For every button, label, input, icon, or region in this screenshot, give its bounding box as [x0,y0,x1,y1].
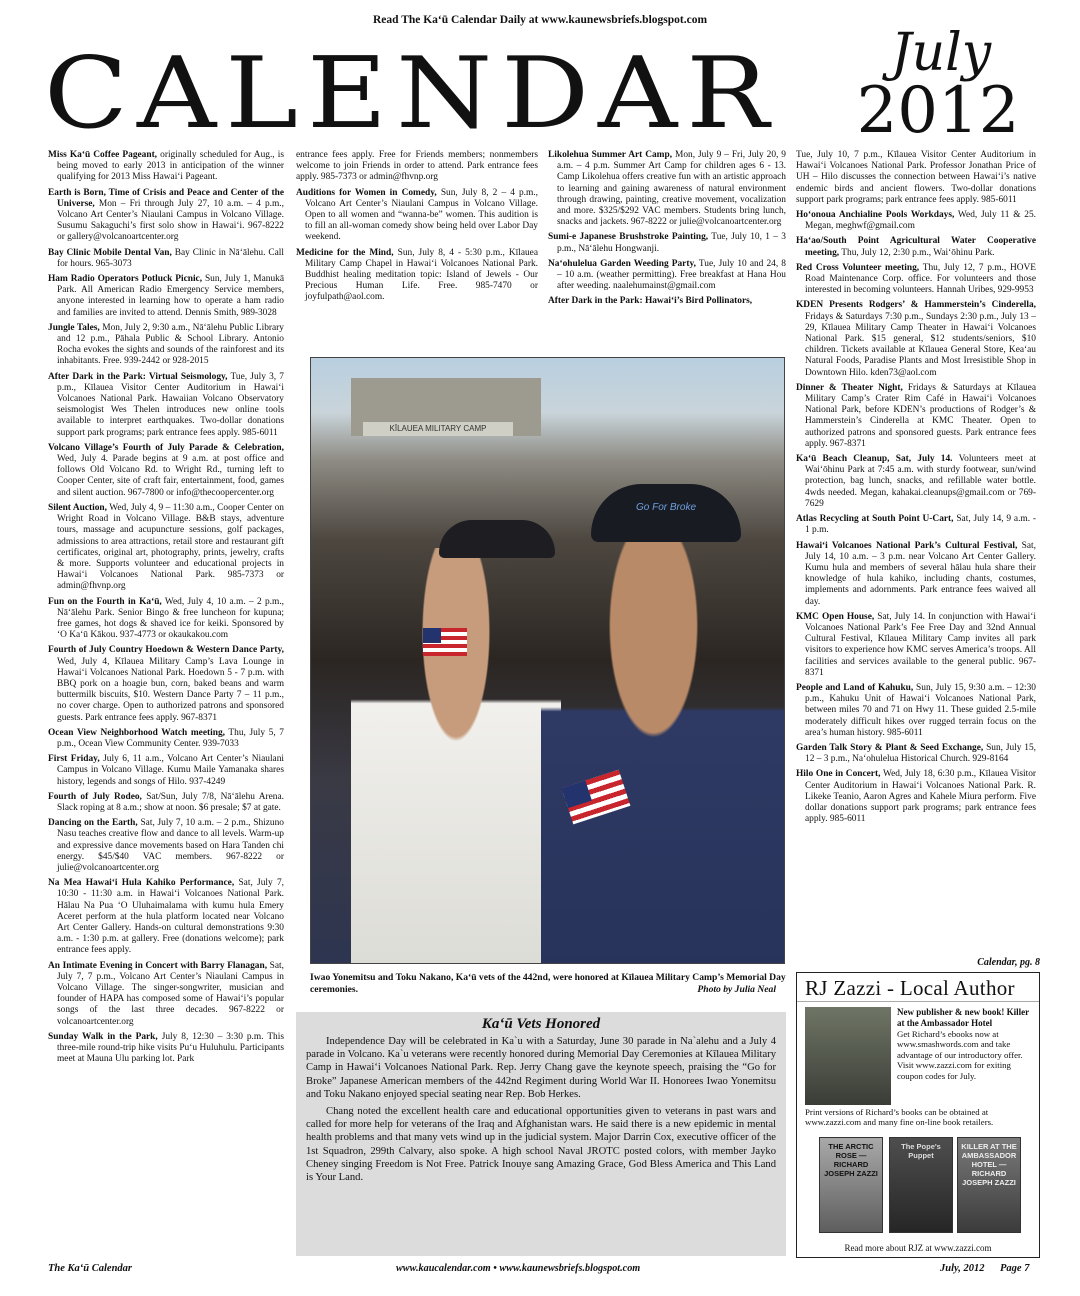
calendar-entry [48,443,284,499]
entry-heading: Na‘ohulelua Garden Weeding Party, [548,258,696,269]
photo-credit: Photo by Julia Neal [697,983,776,995]
entry-heading: Miss Ka‘ū Coffee Pageant, [48,150,158,160]
calendar-entry [48,728,284,750]
entry-details: Sat, July 14, 10 a.m. – 3 p.m. near Volcano Art Center Gallery. Kumu hula and members of several hālau hula share their knowledge of hula kahiko, including chants, costumes, implements and adornments. Park entrance fees waived all day. [805,540,1036,607]
calendar-entry [48,372,284,439]
entry-details: entrance fees apply. Free for Friends members; nonmembers welcome to join Friends in order to attend. Park entrance fees apply. 985-7373 or admin@fhvnp.org [296,150,538,183]
entry-details: Sun, July 1, Manukā Park. All American Radio Emergency Service members, anyone interested in learning how to operate a ham radio and families are invited to attend. Dennis Smith, 989-3028 [57,274,284,318]
veteran-left [351,548,561,964]
entry-details: Tue, July 3, 7 p.m., Kīlauea Visitor Center Auditorium in Hawai‘i Volcanoes National Park. Hawaiian Volcano Observatory seismologist Wes Thelen introduces new online tools available to interpret earthquakes. Two-dollar donations support park programs; park entrance fees apply. 985-6011 [57,371,284,438]
entry-heading: Likolehua Summer Art Camp, [548,150,673,160]
footer-date: July, 2012 [940,1263,985,1274]
ad-body: Get Richard’s ebooks now at www.smashwords.com and take advantage of our introductory offer. Visit www.zazzi.com for exiting coupon codes for July. [897,1029,1023,1081]
caption-text: Iwao Yonemitsu and Toku Nakano, Ka‘ū vets of the 442nd, were honored at Kīlauea Military Camp’s Memorial Day ceremonies. [310,972,786,995]
author-photo [805,1007,891,1105]
calendar-entry [796,263,1036,297]
footer-page-number: Page 7 [1000,1263,1030,1274]
entry-details: Tue, July 10, 1 – 3 p.m., Nā‘ālehu Hongwanji. [557,232,786,254]
footer-publication: The Ka‘ū Calendar [48,1263,133,1274]
entry-details: originally scheduled for Aug., is being moved to early 2013 in anticipation of the winner qualifying for 2013 Miss Hawai‘i Pageant. [57,150,284,183]
entry-details: Wed, July 4, Kīlauea Military Camp’s Lava Lounge in Hawai‘i Volcanoes National Park. Hoedown 5 - 7 p.m. with BBQ pork on a hoagie bun, corn, baked beans and warm buttermilk biscuits, $10. Western Dance Party 7 – 11 p.m., no cover charge. Open to authorized patrons and sponsored guests. Park entrance fees apply. 967-8371 [57,656,284,723]
entry-heading: Sumi-e Japanese Brushstroke Painting, [548,232,709,243]
calendar-entry [296,150,538,184]
calendar-entry [796,300,1036,378]
entry-heading: Volcano Village’s Fourth of July Parade & Celebration, [48,442,284,453]
ad-footer: Read more about RJZ at www.zazzi.com [844,1243,992,1253]
entry-heading: First Friday, [48,754,100,765]
entry-details: Tue, July 10 and 24, 8 – 10 a.m. (weather permitting). Free breakfast at Hana Hou after weeding. naalehumainst@gmail.com [557,258,786,292]
entry-details: July 6, 11 a.m., Volcano Art Center’s Niaulani Campus in Volcano Village. Kumu Maile Yamanaka shares history, legends and songs of Hilo. 937-4249 [57,754,285,787]
cap-right: Go For Broke [591,484,741,542]
cap-left [439,520,555,558]
calendar-entry [548,259,786,293]
calendar-entry [48,248,284,270]
calendar-entry [796,683,1036,739]
entry-details: July 8, 12:30 – 3:30 p.m. This three-mile round-trip hike visits Pu‘u Huluhulu. Participants meet at Mauna Ulu parking lot. Park [57,1031,284,1065]
calendar-entry [548,232,786,254]
entry-details: Mon, July 9 – Fri, July 20, 9 a.m. – 4 p.m. Summer Art Camp for children ages 6 - 13. Camp Likolehua offers creative fun with an artistic approach to learning and gaining awareness of natural environment through drawing, painting, creative movement, vocalization and more. $325/$292 VAC members. Students bring lunch, snacks and jackets. 967-8222 or julie@volcanoartcenter.org [557,150,786,228]
entry-heading: An Intimate Evening in Concert with Barry Flanagan, [48,960,268,971]
entry-details: Sun, July 8, 4 - 5:30 p.m., Kīlauea Military Camp Chapel in Hawai‘i Volcanoes National Park. Buddhist healing meditation topic: Island of Jewels - Our Precious Human Life. Free. 985-7470 or joyfulpath@aol.com. [305,247,539,303]
camp-sign: KĪLAUEA MILITARY CAMP [363,422,513,436]
masthead-month: July [890,23,992,83]
continued-text: Calendar, pg. 8 [977,957,1040,968]
calendar-entry [796,514,1036,536]
calendar-entry [48,878,284,956]
story-box [296,1012,786,1256]
calendar-entry [48,792,284,814]
calendar-entry [796,454,1036,510]
veterans-photo [310,357,785,964]
entry-heading: Auditions for Women in Comedy, [296,187,437,198]
footer-urls: www.kaucalendar.com • www.kaunewsbriefs.blogspot.com [396,1263,641,1274]
entry-details: Wed, July 4, 9 – 11:30 a.m., Cooper Center on Wright Road in Volcano Village. B&B stays, adventure tours, massage and acupuncture sessions, golf packages, admissions to area attractions, retail store and restaurant gift certificates, original art, photography, prints, jewelry, crafts & more. Supports volunteer and educational projects in Hawai‘i Volcanoes National Park. 985-7373 or admin@fhvnp.org [57,502,284,592]
entry-details: Wed, July 18, 6:30 p.m., Kīlauea Visitor Center Auditorium in Hawai‘i Volcanoes National Park. R. Likeke Teanio, Aaron Agres and Kahele Miura perform. Five dollar donations support park programs; park entrance fees apply. 985-6011 [805,769,1037,825]
calendar-entry [48,150,284,184]
entry-heading: Ham Radio Operators Potluck Picnic, [48,274,203,285]
calendar-entry [796,210,1036,232]
entry-details: Mon, July 2, 9:30 a.m., Nā‘ālehu Public Library and 12 p.m., Pāhala Public & School Library. Antonio Rocha evokes the sights and sounds of the rainforest and its inhabitants. Free. 939-2442 or 928-2015 [57,322,284,367]
calendar-entry [796,743,1036,765]
calendar-entry [796,769,1036,825]
entry-details: Fridays & Saturdays 7:30 p.m., Sundays 2:30 p.m., July 13 – 29, Kīlauea Military Camp Theater in Hawai‘i Volcanoes National Park. $15 general, $12 students/seniors, $10 children. Tickets available at Kīlauea General Store, Kea‘au Natural Foods, Paradise Plants and Most Irresistible Shop in Downtown Hilo. kden73@aol.com [805,311,1036,378]
calendar-column-3 [548,150,786,312]
photo-caption [310,972,788,995]
entry-details: Wed, July 4. Parade begins at 9 a.m. at post office and follows Old Volcano Rd. to Wright Rd., turning left to Cooper Center, site of craft fair, entertainment, food, games and silent auction. 967-7800 or info@thecoopercenter.org [57,454,284,498]
calendar-entry [796,150,1036,206]
book-cover-popes-puppet: The Pope's Puppet [889,1137,953,1233]
calendar-entry [48,645,284,723]
entry-details: Sat, July 7, 10 a.m. – 2 p.m., Shizuno Nasu teaches creative flow and dance to all levels. Warm-up and expressive dance movements based on Hara Tanden chi energy. $45/$40 VAC members. 967-8222 or julie@volcanoartcenter.org [57,818,284,873]
entry-details: Sat, July 7, 7 p.m., Volcano Art Center’s Niaulani Campus in Volcano Village. The singer-songwriter, musician and founder of HAPA has composed some of Hawai‘i’s popular songs of the last three decades. 967-8222 or volcanoartcenter.org [57,960,284,1027]
entry-heading: Fun on the Fourth in Ka‘ū, [48,596,162,607]
story-title: Ka‘ū Vets Honored [481,1016,601,1032]
entry-heading: Garden Talk Story & Plant & Seed Exchange, [796,742,984,753]
entry-heading: KDEN Presents Rodgers’ & Hammerstein’s Cinderella, [796,300,1036,311]
entry-heading: Hawai‘i Volcanoes National Park’s Cultural Festival, [796,540,1018,551]
calendar-entry [48,597,284,642]
entry-details: Thu, July 12, 2:30 p.m., Wai‘ōhinu Park. [839,247,995,258]
calendar-entry [796,612,1036,679]
entry-details: Thu, July 5, 7 p.m., Ocean View Community Center. 939-7033 [57,727,284,749]
story-paragraph: Independence Day will be celebrated in Ka`u with a Saturday, June 30 parade in Na`alehu and a July 4 parade in Volcano. Ka`u veterans were recently honored during Memorial Day Ceremonies at Kīlauea Military Camp in Hawai‘i Volcanoes National Park. Rep. Jerry Chang gave the keynote speech, praising the “Go for Broke” Japanese American members of the 442nd Regiment during World War II. Honorees Iwao Yonemitsu and Toku Nakano enjoyed special seating near Rep. Bob Herkes. [306,1036,776,1100]
entry-details: Sun, July 15, 9:30 a.m. – 12:30 p.m., Kahuku Unit of Hawai‘i Volcanoes National Park, between miles 70 and 71 on Hwy 11. These guided 2.5-mile moderately difficult hikes over rugged terrain focus on the area’s human history. 985-6011 [805,682,1036,738]
calendar-entry [548,150,786,228]
entry-details: Sat, July 14, 9 a.m. - 1 p.m. [805,514,1037,536]
entry-heading: Medicine for the Mind, [296,247,394,258]
author-advertisement [796,972,1040,1258]
calendar-column-2 [296,150,538,308]
entry-details: Wed, July 4, 10 a.m. – 2 p.m., Nā‘ālehu Park. Senior Bingo & free luncheon for kupuna; free games, hot dogs & shaved ice for keiki. Sponsored by ‘O Ka‘ū Kākou. 937-4773 or okaukakou.com [57,596,285,641]
ad-lead: New publisher & new book! Killer at the Ambassador Hotel [897,1007,1029,1028]
entry-heading: Silent Auction, [48,502,107,513]
top-banner: Read The Ka‘ū Calendar Daily at www.kaunewsbriefs.blogspot.com [372,14,708,26]
entry-details: Sat/Sun, July 7/8, Nā‘ālehu Arena. Slack roping at 8 a.m.; show at noon. $6 presale; $7 at gate. [57,791,284,813]
entry-details: Volunteers meet at Wai‘ōhinu Park at 7:45 a.m. with sturdy footwear, sun/wind protection, bag lunch, snacks, and refillable water bottle. 4wds needed. Megan, kahakai.cleanups@gmail.com or 769-7629 [805,454,1036,509]
entry-heading: People and Land of Kahuku, [796,682,914,693]
entry-details: Sat, July 14. In conjunction with Hawai‘i Volcanoes National Park’s Fee Free Day and 32nd Annual Cultural Festival, Kīlauea Military Camp invites all park visitors to experience how KMC serves America’s troops. All facilities and services available to the general public. 967-8371 [805,611,1036,678]
entry-details: Sun, July 8, 2 – 4 p.m., Volcano Art Center’s Niaulani Campus in Volcano Village. Open to all women and “wanna-be” women. This audition is to fill an all-woman comedy show being held over Labor Day weekend. [305,187,538,243]
calendar-column-1 [48,150,284,1069]
entry-heading: Ha‘ao/South Point Agricultural Water Cooperative meeting, [796,236,1036,258]
entry-details: Bay Clinic in Nā‘ālehu. Call for hours. 965-3073 [57,247,284,269]
calendar-entry [48,1032,284,1066]
calendar-entry [548,296,786,307]
entry-details: Wed, July 11 & 25. Megan, meghwf@gmail.com [805,210,1036,232]
ad-title: RJ Zazzi - Local Author [797,973,1039,1002]
entry-heading: Bay Clinic Mobile Dental Van, [48,247,172,258]
entry-details: Sun, July 15, 12 – 3 p.m., Na‘ohulelua Historical Church. 929-8164 [805,742,1037,765]
calendar-column-4 [796,150,1036,829]
calendar-entry [48,188,284,244]
entry-heading: Dinner & Theater Night, [796,382,903,393]
entry-heading: KMC Open House, [796,611,875,622]
masthead-title: CALENDAR [44,37,778,151]
entry-heading: Red Cross Volunteer meeting, [796,262,920,273]
veteran-right [541,518,785,964]
calendar-entry [48,274,284,319]
entry-heading: After Dark in the Park: Hawai‘i’s Bird Pollinators, [548,296,753,307]
entry-heading: Jungle Tales, [48,322,100,333]
entry-heading: Fourth of July Rodeo, [48,791,142,802]
entry-heading: Fourth of July Country Hoedown & Western Dance Party, [48,645,284,656]
ad-print-note: Print versions of Richard’s books can be obtained at www.zazzi.com and many fine on-line book retailers. [805,1107,994,1128]
calendar-entry [48,961,284,1028]
calendar-entry [796,383,1036,450]
entry-heading: Sunday Walk in the Park, [48,1031,158,1042]
calendar-entry [796,541,1036,608]
entry-heading: After Dark in the Park: Virtual Seismology, [48,371,228,382]
entry-heading: Ocean View Neighborhood Watch meeting, [48,727,225,738]
calendar-entry [48,818,284,874]
book-cover-arctic-rose: THE ARCTIC ROSE — RICHARD JOSEPH ZAZZI [819,1137,883,1233]
entry-details: Thu, July 12, 7 p.m., HOVE Road Maintenance Corp. office. For volunteers and those interested in becoming volunteers. Hannah Uribes, 929-9953 [805,262,1036,296]
entry-details: Sat, July 7, 10:30 - 11:30 a.m. in Hawai‘i Volcanoes National Park. Hālau Na Pua ‘O Uluhaimalama with kumu hula Emery Aceret perform at the hula platform located near Volcano Art Center Gallery. Hands-on cultural demonstrations 9:30 a.m. - 1:30 p.m. at gallery. Free (donations welcome); park entrance fees apply. [57,878,284,956]
entry-heading: Dancing on the Earth, [48,818,138,829]
book-cover-killer: KILLER AT THE AMBASSADOR HOTEL — RICHARD JOSEPH ZAZZI [957,1137,1021,1233]
entry-heading: Ho‘onoua Anchialine Pools Workdays, [796,210,955,221]
entry-details: Mon – Fri through July 27, 10 a.m. – 4 p.m., Volcano Art Center’s Niaulani Campus in Volcano Village. Susumu Sakaguchi’s first solo show in Hawai‘i. 967-8222 or gallery@volcanoartcenter.org [57,198,284,243]
calendar-entry [296,248,538,304]
calendar-entry [48,323,284,368]
calendar-entry [796,236,1036,258]
story-paragraph: Chang noted the excellent health care and educational opportunities given to veterans in past wars and called for more help for veterans of the Iraq and Afghanistan wars. He said there is a new epidemic in mental health problems and that many vets wind up in the judicial system. Major Darrin Cox, executive officer of the 1st Squadron, 299th Calvary, also spoke. A high school Naval JROTC posted colors, with member Jayko Cheney singing Freedom is Not Free. Patrick Inouye sang Amazing Grace, God Bless America and This Land is Your Land. [306,1106,776,1184]
entry-heading: Atlas Recycling at South Point U-Cart, [796,514,954,525]
entry-heading: Ka‘ū Beach Cleanup, Sat, July 14. [796,454,953,465]
calendar-entry [296,188,538,244]
masthead-year: 2012 [856,74,1020,148]
entry-heading: Na Mea Hawai‘i Hula Kahiko Performance, [48,878,235,889]
entry-heading: Hilo One in Concert, [796,769,881,780]
flag-icon [423,628,467,656]
calendar-entry [48,503,284,593]
entry-heading: Earth is Born, Time of Crisis and Peace and Center of the Universe, [48,187,284,209]
calendar-entry [48,754,284,788]
entry-details: Tue, July 10, 7 p.m., Kīlauea Visitor Center Auditorium in Hawai‘i Volcanoes National Park. Professor Jonathan Price of UH – Hilo discusses the connection between Hawai‘i’s native endemic birds and ancient flowers. Two-dollar donations support park programs; park entrance fees apply. 985-6011 [796,150,1036,205]
entry-details: Fridays & Saturdays at Kīlauea Military Camp’s Crater Rim Café in Hawai‘i Volcanoes National Park, before KDEN’s productions of Rodger’s & Hammerstein’s Cinderella at KMC Theater. Open to authorized patrons and sponsored guests. Park entrance fees apply. 967-8371 [805,382,1036,449]
